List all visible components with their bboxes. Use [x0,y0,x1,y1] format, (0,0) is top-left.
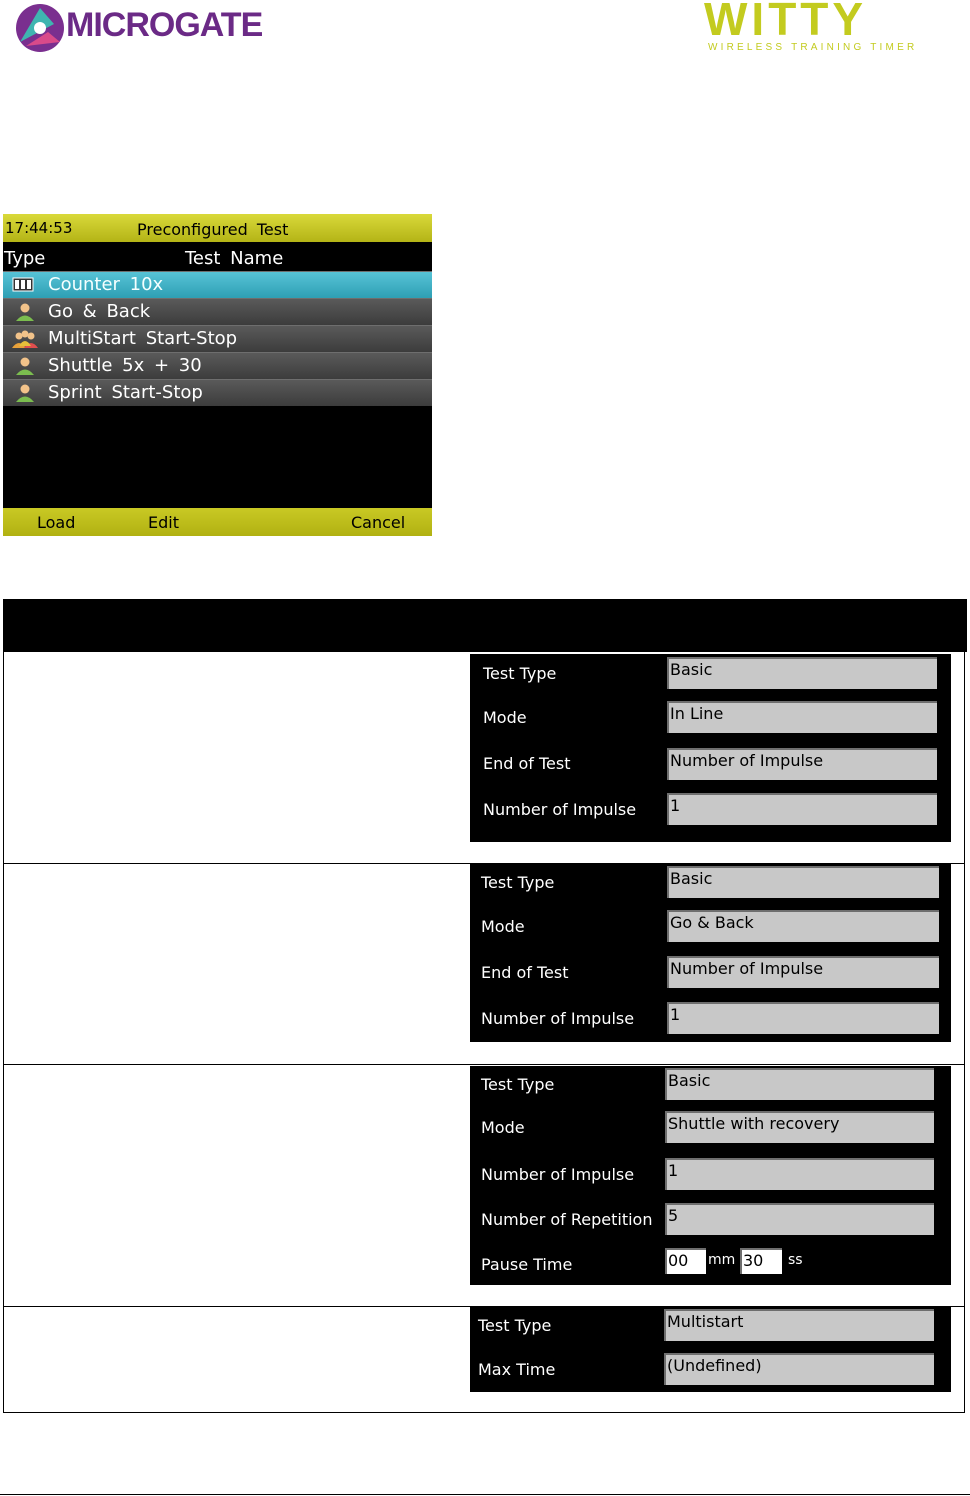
number-of-impulse-field: 1 [667,793,937,825]
field-label: End of Test [483,754,571,773]
column-header-type: Type [4,248,46,269]
pause-seconds-field: 30 [740,1248,782,1274]
column-header-test-name: Test Name [185,248,284,269]
softkey-bar [3,508,432,536]
config-panel-in-line [470,654,951,842]
status-bar [3,214,432,242]
config-table-header [3,599,967,652]
counter-icon [11,275,39,295]
test-row-label: MultiStart Start-Stop [48,328,238,349]
test-type-field: Multistart [664,1309,934,1341]
field-label: Mode [483,708,527,727]
edit-softkey[interactable]: Edit [148,513,179,532]
field-label: Number of Impulse [483,800,637,819]
field-label: Mode [481,917,525,936]
number-of-impulse-field: 1 [665,1158,934,1190]
clock: 17:44:53 [5,219,73,237]
row-divider [3,1064,965,1065]
load-softkey[interactable]: Load [37,513,76,532]
microgate-emblem-icon [14,2,66,54]
seconds-unit: ss [788,1252,803,1268]
single-athlete-icon [11,302,39,322]
single-athlete-icon [11,356,39,376]
group-athletes-icon [11,329,39,349]
field-label: Max Time [478,1360,556,1379]
config-panel-shuttle [470,1066,951,1285]
config-panel-go-back [470,864,951,1042]
test-row-label: Shuttle 5x + 30 [48,355,202,376]
test-row-multistart[interactable] [3,325,432,352]
witty-tagline: WIRELESS TRAINING TIMER [708,42,918,53]
test-type-field: Basic [667,866,939,898]
config-panel-multistart [470,1307,951,1392]
mode-field: In Line [667,701,937,733]
single-athlete-icon [11,383,39,403]
test-type-field: Basic [667,657,937,689]
end-of-test-field: Number of Impulse [667,748,937,780]
screen-title: Preconfigured Test [137,220,289,239]
field-label: Number of Impulse [481,1165,635,1184]
microgate-wordmark: MICROGATE [66,6,263,44]
test-row-shuttle[interactable] [3,352,432,379]
field-label: Test Type [478,1316,552,1335]
witty-wordmark: WITTY [704,0,868,45]
test-row-label: Go & Back [48,301,151,322]
number-of-impulse-field: 1 [667,1002,939,1034]
device-screen [3,214,432,536]
field-label: End of Test [481,963,569,982]
cancel-softkey[interactable]: Cancel [351,513,406,532]
test-type-field: Basic [665,1068,934,1100]
test-row-label: Counter 10x [48,274,164,295]
field-label: Test Type [483,664,557,683]
field-label: Number of Repetition [481,1210,653,1229]
footer-rule [0,1494,970,1495]
end-of-test-field: Number of Impulse [667,956,939,988]
field-label: Mode [481,1118,525,1137]
test-row-sprint[interactable] [3,379,432,406]
pause-minutes-field: 00 [665,1248,706,1274]
mode-field: Shuttle with recovery [665,1111,934,1143]
test-row-go-back[interactable] [3,298,432,325]
field-label: Test Type [481,873,555,892]
max-time-field: (Undefined) [664,1353,934,1385]
test-row-counter[interactable] [3,271,432,298]
number-of-repetition-field: 5 [665,1203,934,1235]
field-label: Number of Impulse [481,1009,635,1028]
test-row-label: Sprint Start-Stop [48,382,203,403]
field-label: Test Type [481,1075,555,1094]
field-label: Pause Time [481,1255,573,1274]
minutes-unit: mm [708,1252,736,1268]
mode-field: Go & Back [667,910,939,942]
